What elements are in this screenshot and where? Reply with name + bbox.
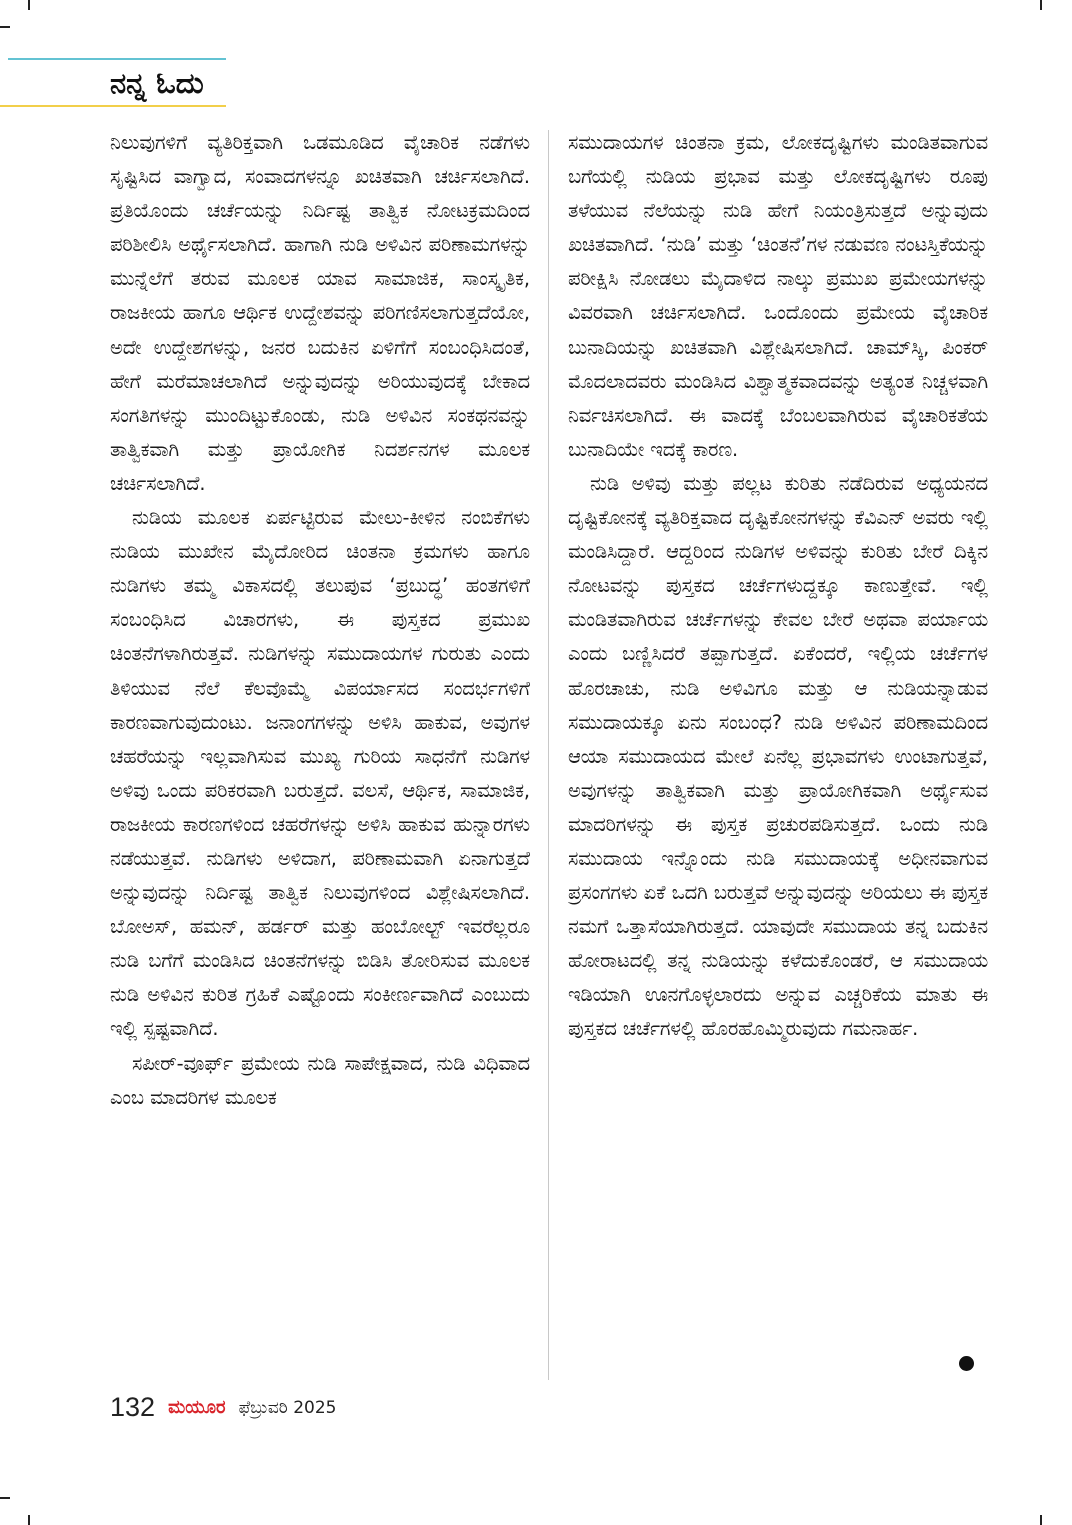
section-header <box>0 58 228 110</box>
paragraph: ಸಮುದಾಯಗಳ ಚಿಂತನಾ ಕ್ರಮ, ಲೋಕದೃಷ್ಟಿಗಳು ಮಂಡಿತವಾಗುವ ಬಗೆಯಲ್ಲಿ ನುಡಿಯ ಪ್ರಭಾವ ಮತ್ತು ಲೋಕದೃಷ್ಟಿಗಳು ರೂಪು ತಳೆಯುವ ನೆಲೆಯನ್ನು ನುಡಿ ಹೇಗೆ ನಿಯಂತ್ರಿಸುತ್ತದೆ ಅನ್ನುವುದು ಖಚಿತವಾಗಿದೆ. ‘ನುಡಿ’ ಮತ್ತು ‘ಚಿಂತನೆ’ಗಳ ನಡುವಣ ನಂಟಸ್ತಿಕೆಯನ್ನು ಪರೀಕ್ಷಿಸಿ ನೋಡಲು ಮೈದಾಳಿದ ನಾಲ್ಕು ಪ್ರಮುಖ ಪ್ರಮೇಯಗಳನ್ನು ವಿವರವಾಗಿ ಚರ್ಚಿಸಲಾಗಿದೆ. ಒಂದೊಂದು ಪ್ರಮೇಯ ವೈಚಾರಿಕ ಬುನಾದಿಯನ್ನು ಖಚಿತವಾಗಿ ವಿಶ್ಲೇಷಿಸಲಾಗಿದೆ. ಚಾಮ್‌ಸ್ಕಿ, ಪಿಂಕರ್ ಮೊದಲಾದವರು ಮಂಡಿಸಿದ ವಿಶ್ವಾತ್ಮಕವಾದವನ್ನು ಅತ್ಯಂತ ನಿಚ್ಚಳವಾಗಿ ನಿರ್ವಚಿಸಲಾಗಿದೆ. ಈ ವಾದಕ್ಕೆ ಬೆಂಬಲವಾಗಿರುವ ವೈಚಾರಿಕತೆಯ ಬುನಾದಿಯೇ ಇದಕ್ಕೆ ಕಾರಣ. <box>568 131 988 461</box>
page-number: 132 <box>110 1392 156 1422</box>
header-rule-top <box>8 58 226 60</box>
crop-mark <box>28 0 30 10</box>
paragraph: ನುಡಿ ಅಳಿವು ಮತ್ತು ಪಲ್ಲಟ ಕುರಿತು ನಡೆದಿರುವ ಅಧ್ಯಯನದ ದೃಷ್ಟಿಕೋನಕ್ಕೆ ವ್ಯತಿರಿಕ್ತವಾದ ದೃಷ್ಟಿಕೋನಗಳನ್ನು ಕೆವಿಎನ್ ಅವರು ಇಲ್ಲಿ ಮಂಡಿಸಿದ್ದಾರೆ. ಆದ್ದರಿಂದ ನುಡಿಗಳ ಅಳಿವನ್ನು ಕುರಿತು ಬೇರೆ ದಿಕ್ಕಿನ ನೋಟವನ್ನು ಪುಸ್ತಕದ ಚರ್ಚೆಗಳುದ್ದಕ್ಕೂ ಕಾಣುತ್ತೇವೆ. ಇಲ್ಲಿ ಮಂಡಿತವಾಗಿರುವ ಚರ್ಚೆಗಳನ್ನು ಕೇವಲ ಬೇರೆ ಅಥವಾ ಪರ್ಯಾಯ ಎಂದು ಬಣ್ಣಿಸಿದರೆ ತಪ್ಪಾಗುತ್ತದೆ. ಏಕೆಂದರೆ, ಇಲ್ಲಿಯ ಚರ್ಚೆಗಳ ಹೊರಚಾಚು, ನುಡಿ ಅಳಿವಿಗೂ ಮತ್ತು ಆ ನುಡಿಯನ್ನಾಡುವ ಸಮುದಾಯಕ್ಕೂ ಏನು ಸಂಬಂಧ? ನುಡಿ ಅಳಿವಿನ ಪರಿಣಾಮದಿಂದ ಆಯಾ ಸಮುದಾಯದ ಮೇಲೆ ಏನೆಲ್ಲ ಪ್ರಭಾವಗಳು ಉಂಟಾಗುತ್ತವೆ, ಅವುಗಳನ್ನು ತಾತ್ವಿಕವಾಗಿ ಮತ್ತು ಪ್ರಾಯೋಗಿಕವಾಗಿ ಅರ್ಥೈಸುವ ಮಾದರಿಗಳನ್ನು ಈ ಪುಸ್ತಕ ಪ್ರಚುರಪಡಿಸುತ್ತದೆ. ಒಂದು ನುಡಿ ಸಮುದಾಯ ಇನ್ನೊಂದು ನುಡಿ ಸಮುದಾಯಕ್ಕೆ ಅಧೀನವಾಗುವ ಪ್ರಸಂಗಗಳು ಏಕೆ ಒದಗಿ ಬರುತ್ತವೆ ಅನ್ನುವುದನ್ನು ಅರಿಯಲು ಈ ಪುಸ್ತಕ ನಮಗೆ ಒತ್ತಾಸೆಯಾಗಿರುತ್ತದೆ. ಯಾವುದೇ ಸಮುದಾಯ ತನ್ನ ಬದುಕಿನ ಹೋರಾಟದಲ್ಲಿ ತನ್ನ ನುಡಿಯನ್ನು ಕಳೆದುಕೊಂಡರೆ, ಆ ಸಮುದಾಯ ಇಡಿಯಾಗಿ ಊನಗೊಳ್ಳಲಾರದು ಅನ್ನುವ ಎಚ್ಚರಿಕೆಯ ಮಾತು ಈ ಪುಸ್ತಕದ ಚರ್ಚೆಗಳಲ್ಲಿ ಹೊರಹೊಮ್ಮಿರುವುದು ಗಮನಾರ್ಹ. <box>568 471 988 1041</box>
right-column <box>568 126 988 1381</box>
magazine-name: ಮಯೂರ <box>168 1397 226 1418</box>
issue-date: ಫೆಬ್ರುವರಿ 2025 <box>238 1397 337 1418</box>
left-column <box>110 126 530 1381</box>
header-rule-bottom <box>0 105 226 107</box>
crop-mark <box>0 1497 10 1499</box>
crop-mark <box>1040 1515 1042 1525</box>
page-footer <box>110 1392 336 1428</box>
paragraph: ನಿಲುವುಗಳಿಗೆ ವ್ಯತಿರಿಕ್ತವಾಗಿ ಒಡಮೂಡಿದ ವೈಚಾರಿಕ ನಡೆಗಳು ಸೃಷ್ಟಿಸಿದ ವಾಗ್ವಾದ, ಸಂವಾದಗಳನ್ನೂ ಖಚಿತವಾಗಿ ಚರ್ಚಿಸಲಾಗಿದೆ. ಪ್ರತಿಯೊಂದು ಚರ್ಚೆಯನ್ನು ನಿರ್ದಿಷ್ಟ ತಾತ್ವಿಕ ನೋಟಕ್ರಮದಿಂದ ಪರಿಶೀಲಿಸಿ ಅರ್ಥೈಸಲಾಗಿದೆ. ಹಾಗಾಗಿ ನುಡಿ ಅಳಿವಿನ ಪರಿಣಾಮಗಳನ್ನು ಮುನ್ನೆಲೆಗೆ ತರುವ ಮೂಲಕ ಯಾವ ಸಾಮಾಜಿಕ, ಸಾಂಸ್ಕೃತಿಕ, ರಾಜಕೀಯ ಹಾಗೂ ಆರ್ಥಿಕ ಉದ್ದೇಶವನ್ನು ಪರಿಗಣಿಸಲಾಗುತ್ತದೆಯೋ, ಅದೇ ಉದ್ದೇಶಗಳನ್ನು, ಜನರ ಬದುಕಿನ ಏಳಿಗೆಗೆ ಸಂಬಂಧಿಸಿದಂತೆ, ಹೇಗೆ ಮರೆಮಾಚಲಾಗಿದೆ ಅನ್ನುವುದನ್ನು ಅರಿಯುವುದಕ್ಕೆ ಬೇಕಾದ ಸಂಗತಿಗಳನ್ನು ಮುಂದಿಟ್ಟುಕೊಂಡು, ನುಡಿ ಅಳಿವಿನ ಸಂಕಥನವನ್ನು ತಾತ್ವಿಕವಾಗಿ ಮತ್ತು ಪ್ರಾಯೋಗಿಕ ನಿದರ್ಶನಗಳ ಮೂಲಕ ಚರ್ಚಿಸಲಾಗಿದೆ. <box>110 131 530 495</box>
crop-mark <box>0 26 10 28</box>
paragraph: ನುಡಿಯ ಮೂಲಕ ಏರ್ಪಟ್ಟಿರುವ ಮೇಲು-ಕೀಳಿನ ನಂಬಿಕೆಗಳು ನುಡಿಯ ಮುಖೇನ ಮೈದೋರಿದ ಚಿಂತನಾ ಕ್ರಮಗಳು ಹಾಗೂ ನುಡಿಗಳು ತಮ್ಮ ವಿಕಾಸದಲ್ಲಿ ತಲುಪುವ ‘ಪ್ರಬುದ್ಧ’ ಹಂತಗಳಿಗೆ ಸಂಬಂಧಿಸಿದ ವಿಚಾರಗಳು, ಈ ಪುಸ್ತಕದ ಪ್ರಮುಖ ಚಿಂತನೆಗಳಾಗಿರುತ್ತವೆ. ನುಡಿಗಳನ್ನು ಸಮುದಾಯಗಳ ಗುರುತು ಎಂದು ತಿಳಿಯುವ ನೆಲೆ ಕೆಲವೊಮ್ಮೆ ವಿಪರ್ಯಾಸದ ಸಂದರ್ಭಗಳಿಗೆ ಕಾರಣವಾಗುವುದುಂಟು. ಜನಾಂಗಗಳನ್ನು ಅಳಿಸಿ ಹಾಕುವ, ಅವುಗಳ ಚಹರೆಯನ್ನು ಇಲ್ಲವಾಗಿಸುವ ಮುಖ್ಯ ಗುರಿಯ ಸಾಧನೆಗೆ ನುಡಿಗಳ ಅಳಿವು ಒಂದು ಪರಿಕರವಾಗಿ ಬರುತ್ತದೆ. ವಲಸೆ, ಆರ್ಥಿಕ, ಸಾಮಾಜಿಕ, ರಾಜಕೀಯ ಕಾರಣಗಳಿಂದ ಚಹರೆಗಳನ್ನು ಅಳಿಸಿ ಹಾಕುವ ಹುನ್ನಾರಗಳು ನಡೆಯುತ್ತವೆ. ನುಡಿಗಳು ಅಳಿದಾಗ, ಪರಿಣಾಮವಾಗಿ ಏನಾಗುತ್ತದೆ ಅನ್ನುವುದನ್ನು ನಿರ್ದಿಷ್ಟ ತಾತ್ವಿಕ ನಿಲುವುಗಳಿಂದ ವಿಶ್ಲೇಷಿಸಲಾಗಿದೆ. ಬೋಅಸ್, ಹಮನ್, ಹರ್ಡರ್ ಮತ್ತು ಹಂಬೋಲ್ಟ್ ಇವರೆಲ್ಲರೂ ನುಡಿ ಬಗೆಗೆ ಮಂಡಿಸಿದ ಚಿಂತನೆಗಳನ್ನು ಬಿಡಿಸಿ ತೋರಿಸುವ ಮೂಲಕ ನುಡಿ ಅಳಿವಿನ ಕುರಿತ ಗ್ರಹಿಕೆ ಎಷ್ಟೊಂದು ಸಂಕೀರ್ಣವಾಗಿದೆ ಎಂಬುದು ಇಲ್ಲಿ ಸ್ಪಷ್ಟವಾಗಿದೆ. <box>110 506 530 1041</box>
crop-mark <box>1040 0 1042 10</box>
column-divider <box>548 130 549 1380</box>
end-of-article-bullet <box>959 1356 974 1371</box>
crop-mark <box>28 1515 30 1525</box>
paragraph: ಸಪೀರ್-ವೂರ್ಫ್ ಪ್ರಮೇಯ ನುಡಿ ಸಾಪೇಕ್ಷವಾದ, ನುಡಿ ವಿಧಿವಾದ ಎಂಬ ಮಾದರಿಗಳ ಮೂಲಕ <box>110 1051 530 1109</box>
section-title: ನನ್ನ ಓದು <box>110 66 204 100</box>
